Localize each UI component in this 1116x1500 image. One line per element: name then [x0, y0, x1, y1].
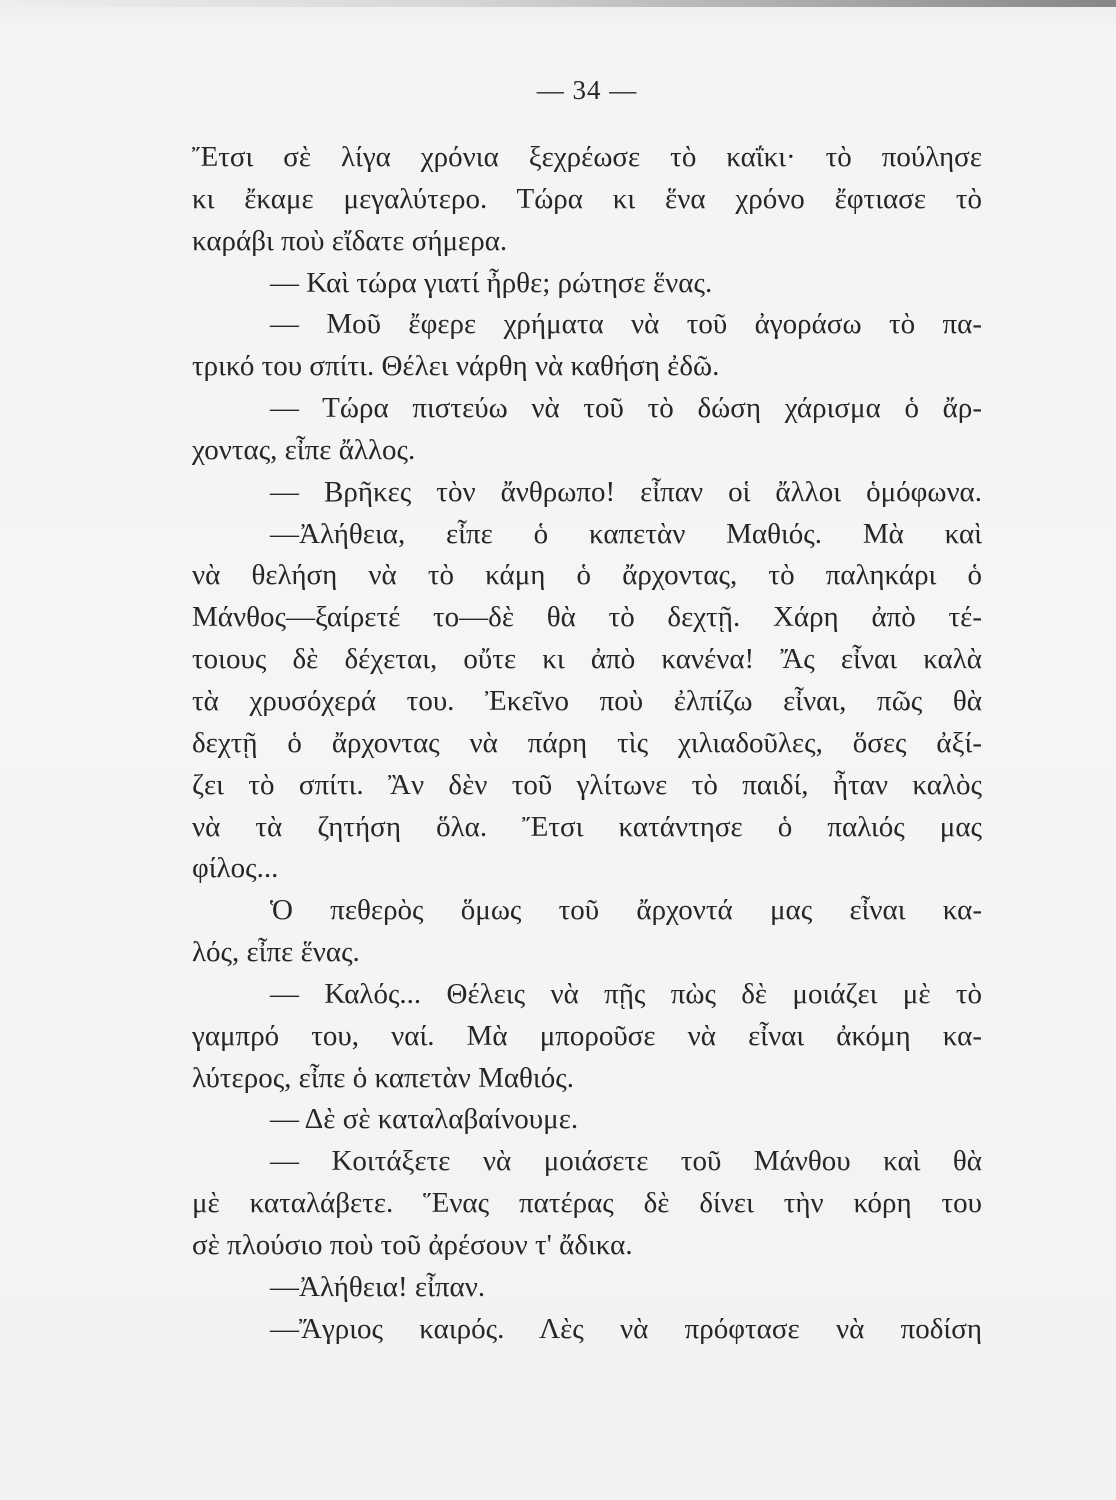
- text-line: — Μοῦ ἔφερε χρήματα νὰ τοῦ ἀγοράσω τὸ πα-: [270, 308, 982, 341]
- text-line: τρικό του σπίτι. Θέλει νάρθη νὰ καθήση ἐδῶ.: [192, 350, 720, 383]
- text-line: — Τώρα πιστεύω νὰ τοῦ τὸ δώση χάρισμα ὁ ἄρ-: [270, 392, 982, 425]
- text-line: γαμπρό του, ναί. Μὰ μποροῦσε νὰ εἶναι ἀκόμη κα-: [192, 1019, 982, 1052]
- text-line: δεχτῇ ὁ ἄρχοντας νὰ πάρη τὶς χιλιαδοῦλες, ὅσες ἀξί-: [192, 726, 982, 759]
- text-line: — Κοιτάξετε νὰ μοιάσετε τοῦ Μάνθου καὶ θὰ: [270, 1145, 982, 1178]
- text-line: Ἔτσι σὲ λίγα χρόνια ξεχρέωσε τὸ καΐκι· τὸ πούλησε: [192, 141, 982, 173]
- text-line: σὲ πλούσιο ποὺ τοῦ ἀρέσουν τ' ἄδικα.: [192, 1228, 633, 1261]
- text-line: —Ἀλήθεια, εἶπε ὁ καπετὰν Μαθιός. Μὰ καὶ: [270, 517, 982, 550]
- text-line: — Δὲ σὲ καταλαβαίνουμε.: [270, 1103, 579, 1136]
- text-line: —Ἄγριος καιρός. Λὲς νὰ πρόφτασε νὰ ποδίση: [270, 1312, 982, 1345]
- text-line: νὰ θελήση νὰ τὸ κάμη ὁ ἄρχοντας, τὸ παληκάρι ὁ: [192, 559, 982, 592]
- text-line: φίλος...: [192, 852, 279, 885]
- text-line: κι ἔκαμε μεγαλύτερο. Τώρα κι ἕνα χρόνο ἔφτιασε τὸ: [192, 182, 982, 215]
- text-line: λύτερος, εἶπε ὁ καπετὰν Μαθιός.: [192, 1061, 574, 1094]
- text-line: Ὁ πεθερὸς ὅμως τοῦ ἄρχοντά μας εἶναι κα-: [270, 894, 982, 927]
- text-line: — Καὶ τώρα γιατί ἦρθε; ρώτησε ἕνας.: [270, 266, 713, 299]
- text-line: — Βρῆκες τὸν ἄνθρωπο! εἶπαν οἱ ἄλλοι ὁμόφωνα.: [270, 475, 982, 508]
- text-line: χοντας, εἶπε ἄλλος.: [192, 433, 416, 466]
- text-line: τὰ χρυσόχερά του. Ἐκεῖνο ποὺ ἐλπίζω εἶναι, πῶς θὰ: [192, 684, 982, 717]
- text-line: καράβι ποὺ εἴδατε σήμερα.: [192, 224, 508, 257]
- text-block: [192, 137, 982, 1350]
- scan-top-edge: [0, 0, 1116, 7]
- text-line: τοιους δὲ δέχεται, οὔτε κι ἀπὸ κανένα! Ἄς εἶναι καλὰ: [192, 643, 982, 676]
- text-line: —Ἀλήθεια! εἶπαν.: [270, 1270, 486, 1303]
- text-line: νὰ τὰ ζητήση ὅλα. Ἔτσι κατάντησε ὁ παλιός μας: [192, 810, 982, 843]
- text-line: μὲ καταλάβετε. Ἕνας πατέρας δὲ δίνει τὴν κόρη του: [192, 1187, 982, 1220]
- text-line: ζει τὸ σπίτι. Ἂν δὲν τοῦ γλίτωνε τὸ παιδί, ἦταν καλὸς: [192, 768, 982, 801]
- text-line: Μάνθος—ξαίρετέ το—δὲ θὰ τὸ δεχτῇ. Χάρη ἀπὸ τέ-: [192, 601, 982, 634]
- text-line: λός, εἶπε ἕνας.: [192, 936, 360, 969]
- text-line: — Καλός... Θέλεις νὰ πῇς πὼς δὲ μοιάζει μὲ τὸ: [270, 977, 982, 1010]
- page-number: — 34 —: [536, 75, 638, 105]
